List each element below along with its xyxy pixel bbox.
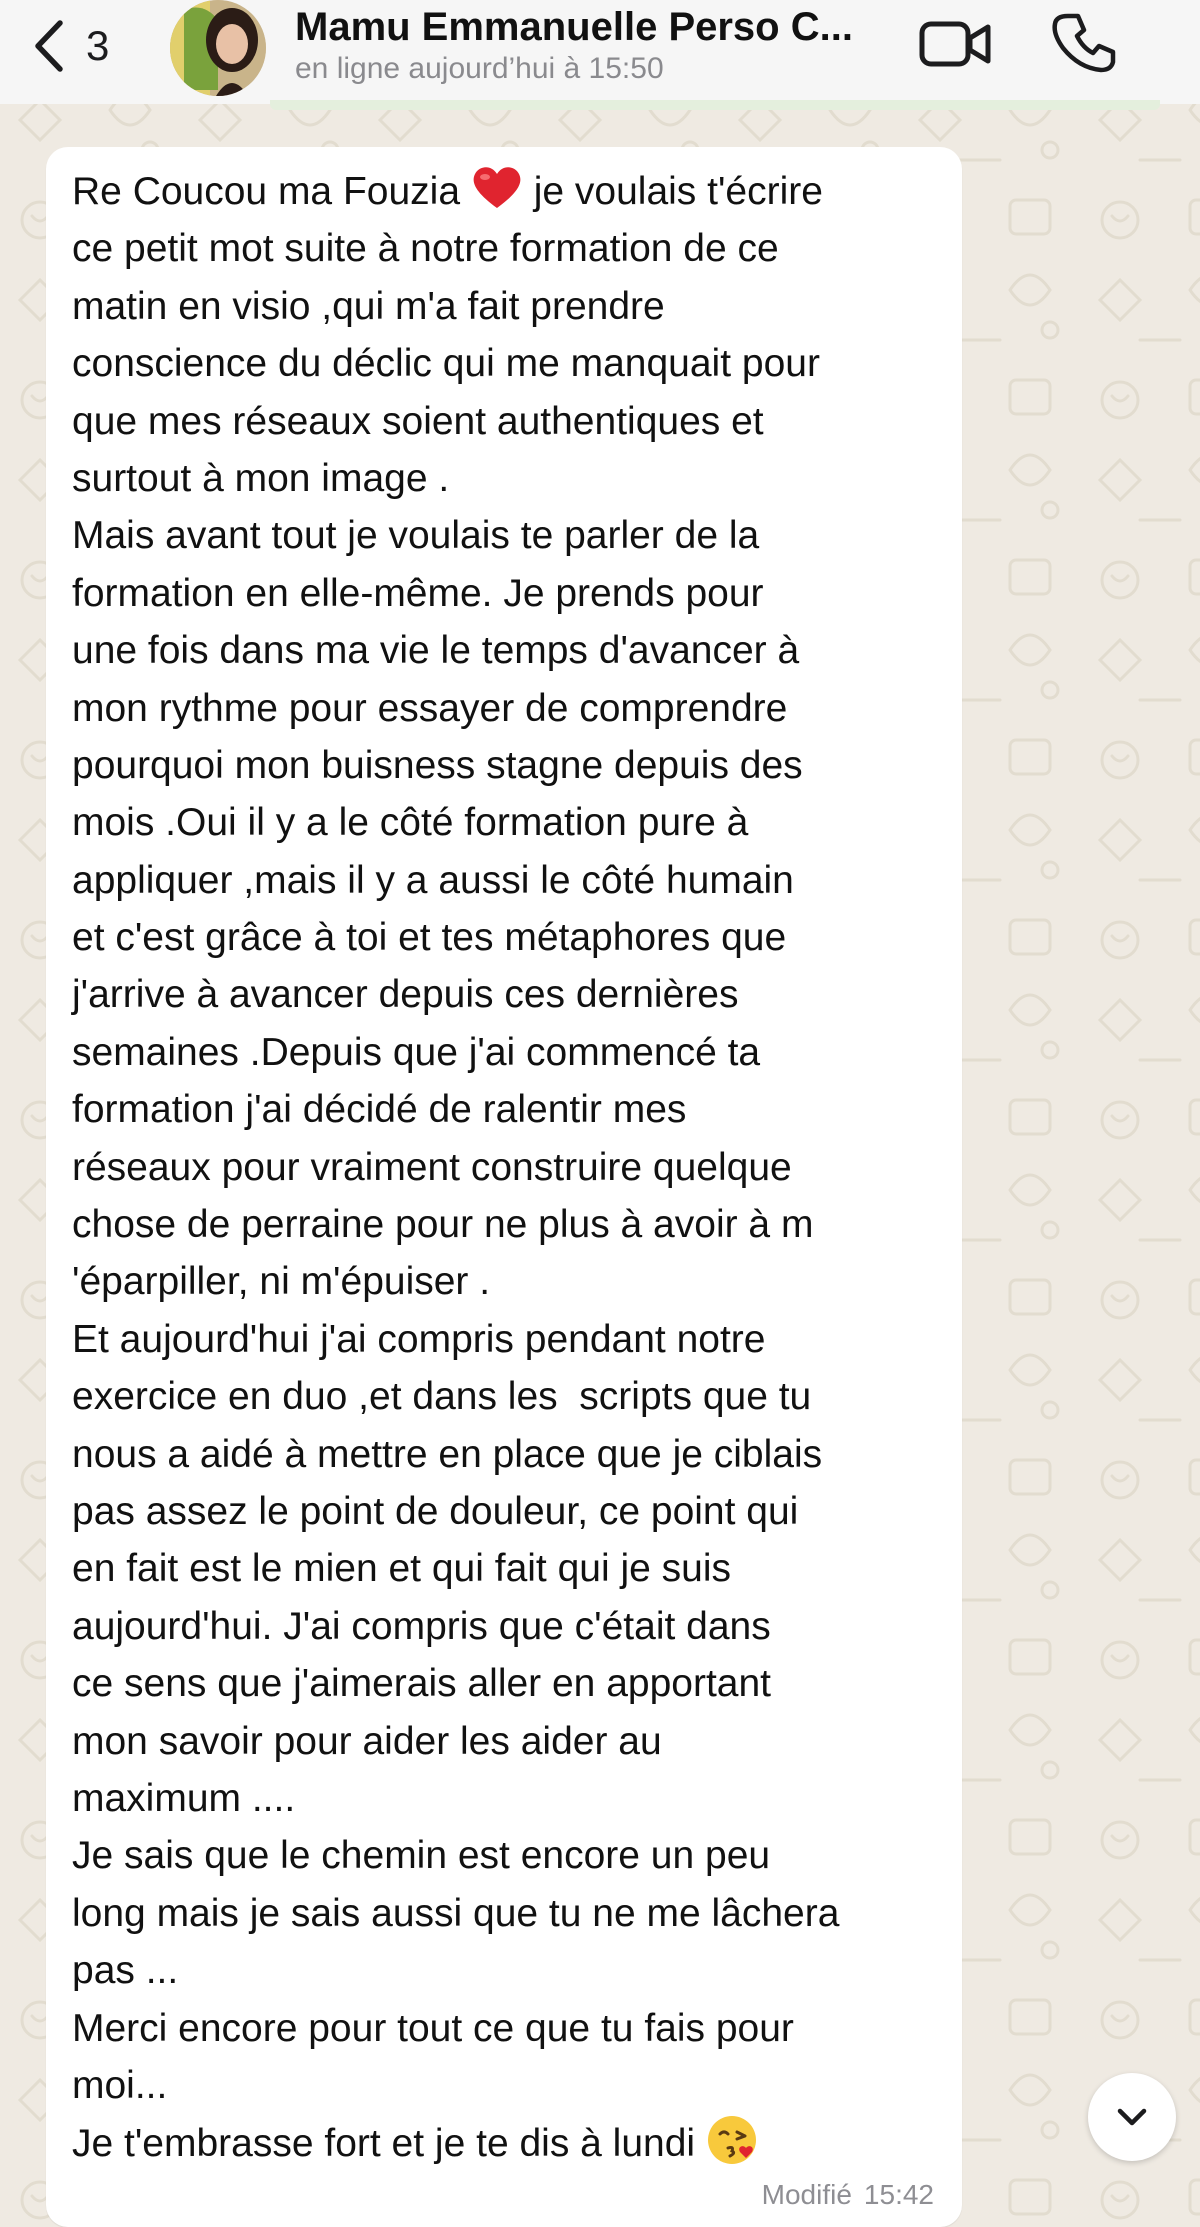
message-line: Je sais que le chemin est encore un peu (72, 1834, 771, 1878)
message-line: j'arrive à avancer depuis ces dernières (72, 973, 739, 1017)
message-line: 'éparpiller, ni m'épuiser . (72, 1260, 491, 1304)
unread-count: 3 (86, 22, 110, 69)
message-line: exercice en duo ,et dans les scripts que tu (72, 1375, 812, 1419)
voice-call-button[interactable] (1052, 10, 1118, 76)
red-heart-icon (471, 164, 523, 210)
message-bubble[interactable] (46, 147, 962, 2227)
message-line: pas ... (72, 1949, 179, 1993)
video-camera-icon (918, 12, 992, 76)
message-line: réseaux pour vraiment construire quelque (72, 1145, 792, 1189)
message-line: Merci encore pour tout ce que tu fais pour (72, 2006, 794, 2050)
avatar-image (170, 0, 266, 96)
contact-status: en ligne aujourd’hui à 15:50 (295, 52, 664, 85)
message-line: long mais je sais aussi que tu ne me lâchera (72, 1891, 840, 1935)
message-line: Et aujourd'hui j'ai compris pendant notre (72, 1317, 766, 1361)
chat-title[interactable] (295, 2, 905, 86)
message-line: Mais avant tout je voulais te parler de la (72, 514, 760, 558)
message-line: que mes réseaux soient authentiques et (72, 399, 764, 443)
message-line: une fois dans ma vie le temps d'avancer à (72, 629, 800, 673)
message-line: mon rythme pour essayer de comprendre (72, 686, 788, 730)
scroll-to-bottom-button[interactable] (1088, 2073, 1176, 2161)
message-line: pas assez le point de douleur, ce point qui (72, 1489, 799, 1533)
message-line: formation j'ai décidé de ralentir mes (72, 1088, 687, 1132)
message-line: en fait est le mien et qui fait qui je suis (72, 1547, 732, 1591)
contact-avatar[interactable] (170, 0, 266, 96)
message-line: pourquoi mon buisness stagne depuis des (72, 743, 803, 787)
message-line: ce petit mot suite à notre formation de ce (72, 227, 779, 271)
message-line: formation en elle-même. Je prends pour (72, 571, 764, 615)
chevron-left-icon (30, 17, 68, 75)
message-line: ce sens que j'aimerais aller en apportant (72, 1662, 772, 1706)
video-call-button[interactable] (918, 12, 992, 76)
message-line: mon savoir pour aider les aider au (72, 1719, 662, 1763)
kissing-face-icon (706, 2114, 758, 2166)
message-line: chose de perraine pour ne plus à avoir à m (72, 1203, 814, 1247)
message-line: mois .Oui il y a le côté formation pure à (72, 801, 749, 845)
chevron-down-icon (1112, 2097, 1152, 2137)
back-button[interactable] (30, 14, 109, 78)
message-line: et c'est grâce à toi et tes métaphores que (72, 916, 787, 960)
message-line: nous a aidé à mettre en place que je ciblais (72, 1432, 823, 1476)
message-meta (762, 2179, 934, 2211)
message-line: surtout à mon image . (72, 456, 450, 500)
message-line: moi... (72, 2063, 168, 2107)
chat-header (0, 0, 1200, 104)
header-divider (270, 100, 1160, 110)
edited-label: Modifié (761, 2179, 852, 2210)
contact-name: Mamu Emmanuelle Perso C... (295, 5, 853, 49)
phone-icon (1052, 10, 1118, 76)
message-line: appliquer ,mais il y a aussi le côté humain (72, 858, 794, 902)
message-line: aujourd'hui. J'ai compris que c'était dans (72, 1604, 771, 1648)
message-line: Re Coucou ma Fouzia je voulais t'écrire (72, 163, 942, 220)
message-line: Je t'embrasse fort et je te dis à lundi (72, 2114, 942, 2171)
message-line: matin en visio ,qui m'a fait prendre (72, 284, 665, 328)
message-line: semaines .Depuis que j'ai commencé ta (72, 1030, 761, 1074)
message-line: conscience du déclic qui me manquait pour (72, 342, 820, 386)
message-line: maximum .... (72, 1776, 296, 1820)
message-time: 15:42 (863, 2179, 934, 2210)
